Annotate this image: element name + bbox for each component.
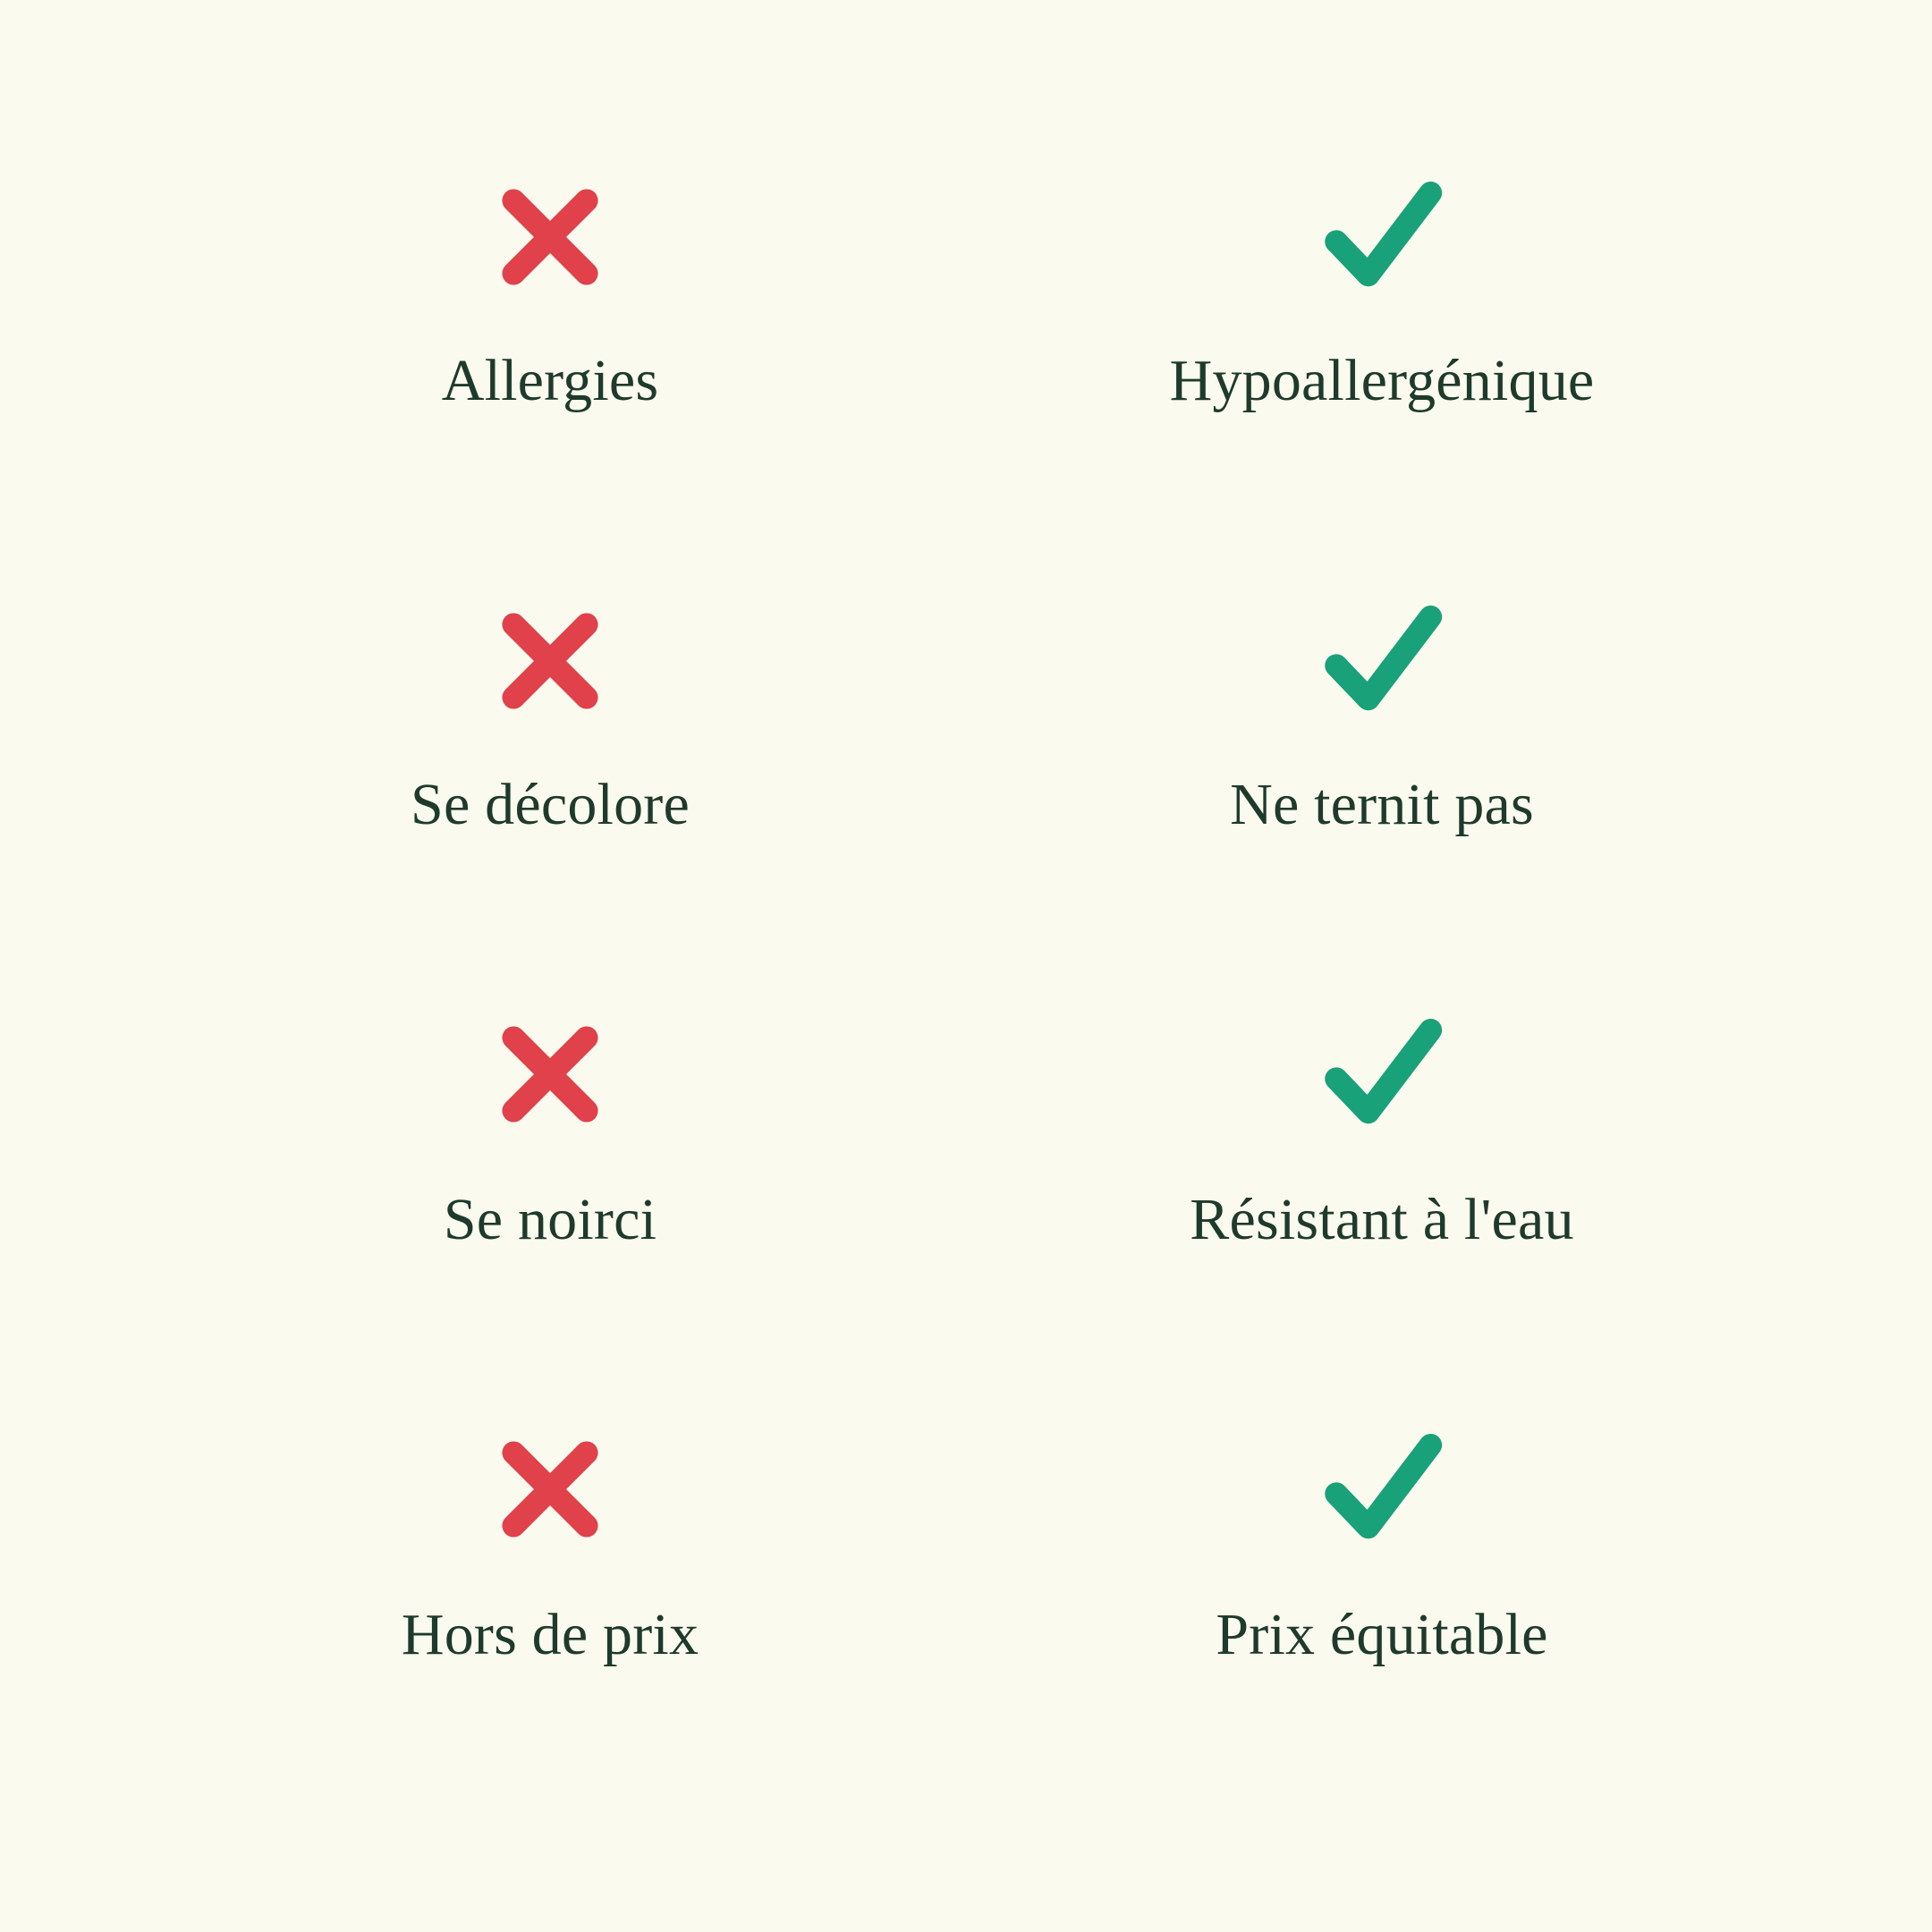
- comparison-cell-positive: [966, 152, 1798, 564]
- comparison-label: Hors de prix: [401, 1602, 699, 1667]
- cross-icon: [474, 585, 626, 737]
- comparison-label: Prix équitable: [1216, 1602, 1548, 1667]
- check-icon: [1306, 161, 1458, 313]
- comparison-cell-negative: [134, 152, 966, 564]
- comparison-label: Se noirci: [443, 1187, 657, 1252]
- comparison-label: Allergies: [441, 348, 659, 413]
- comparison-label: Se décolore: [411, 772, 690, 837]
- comparison-cell-negative: [134, 975, 966, 1386]
- check-icon: [1306, 998, 1458, 1150]
- check-icon: [1306, 585, 1458, 737]
- comparison-cell-positive: [966, 1386, 1798, 1798]
- cross-icon: [474, 161, 626, 313]
- cross-icon: [474, 1413, 626, 1565]
- comparison-cell-negative: [134, 564, 966, 975]
- check-icon: [1306, 1413, 1458, 1565]
- cross-icon: [474, 998, 626, 1150]
- comparison-label: Résistant à l'eau: [1190, 1187, 1574, 1252]
- comparison-label: Ne ternit pas: [1230, 772, 1534, 837]
- comparison-cell-positive: [966, 564, 1798, 975]
- comparison-label: Hypoallergénique: [1169, 348, 1595, 413]
- comparison-cell-negative: [134, 1386, 966, 1798]
- comparison-cell-positive: [966, 975, 1798, 1386]
